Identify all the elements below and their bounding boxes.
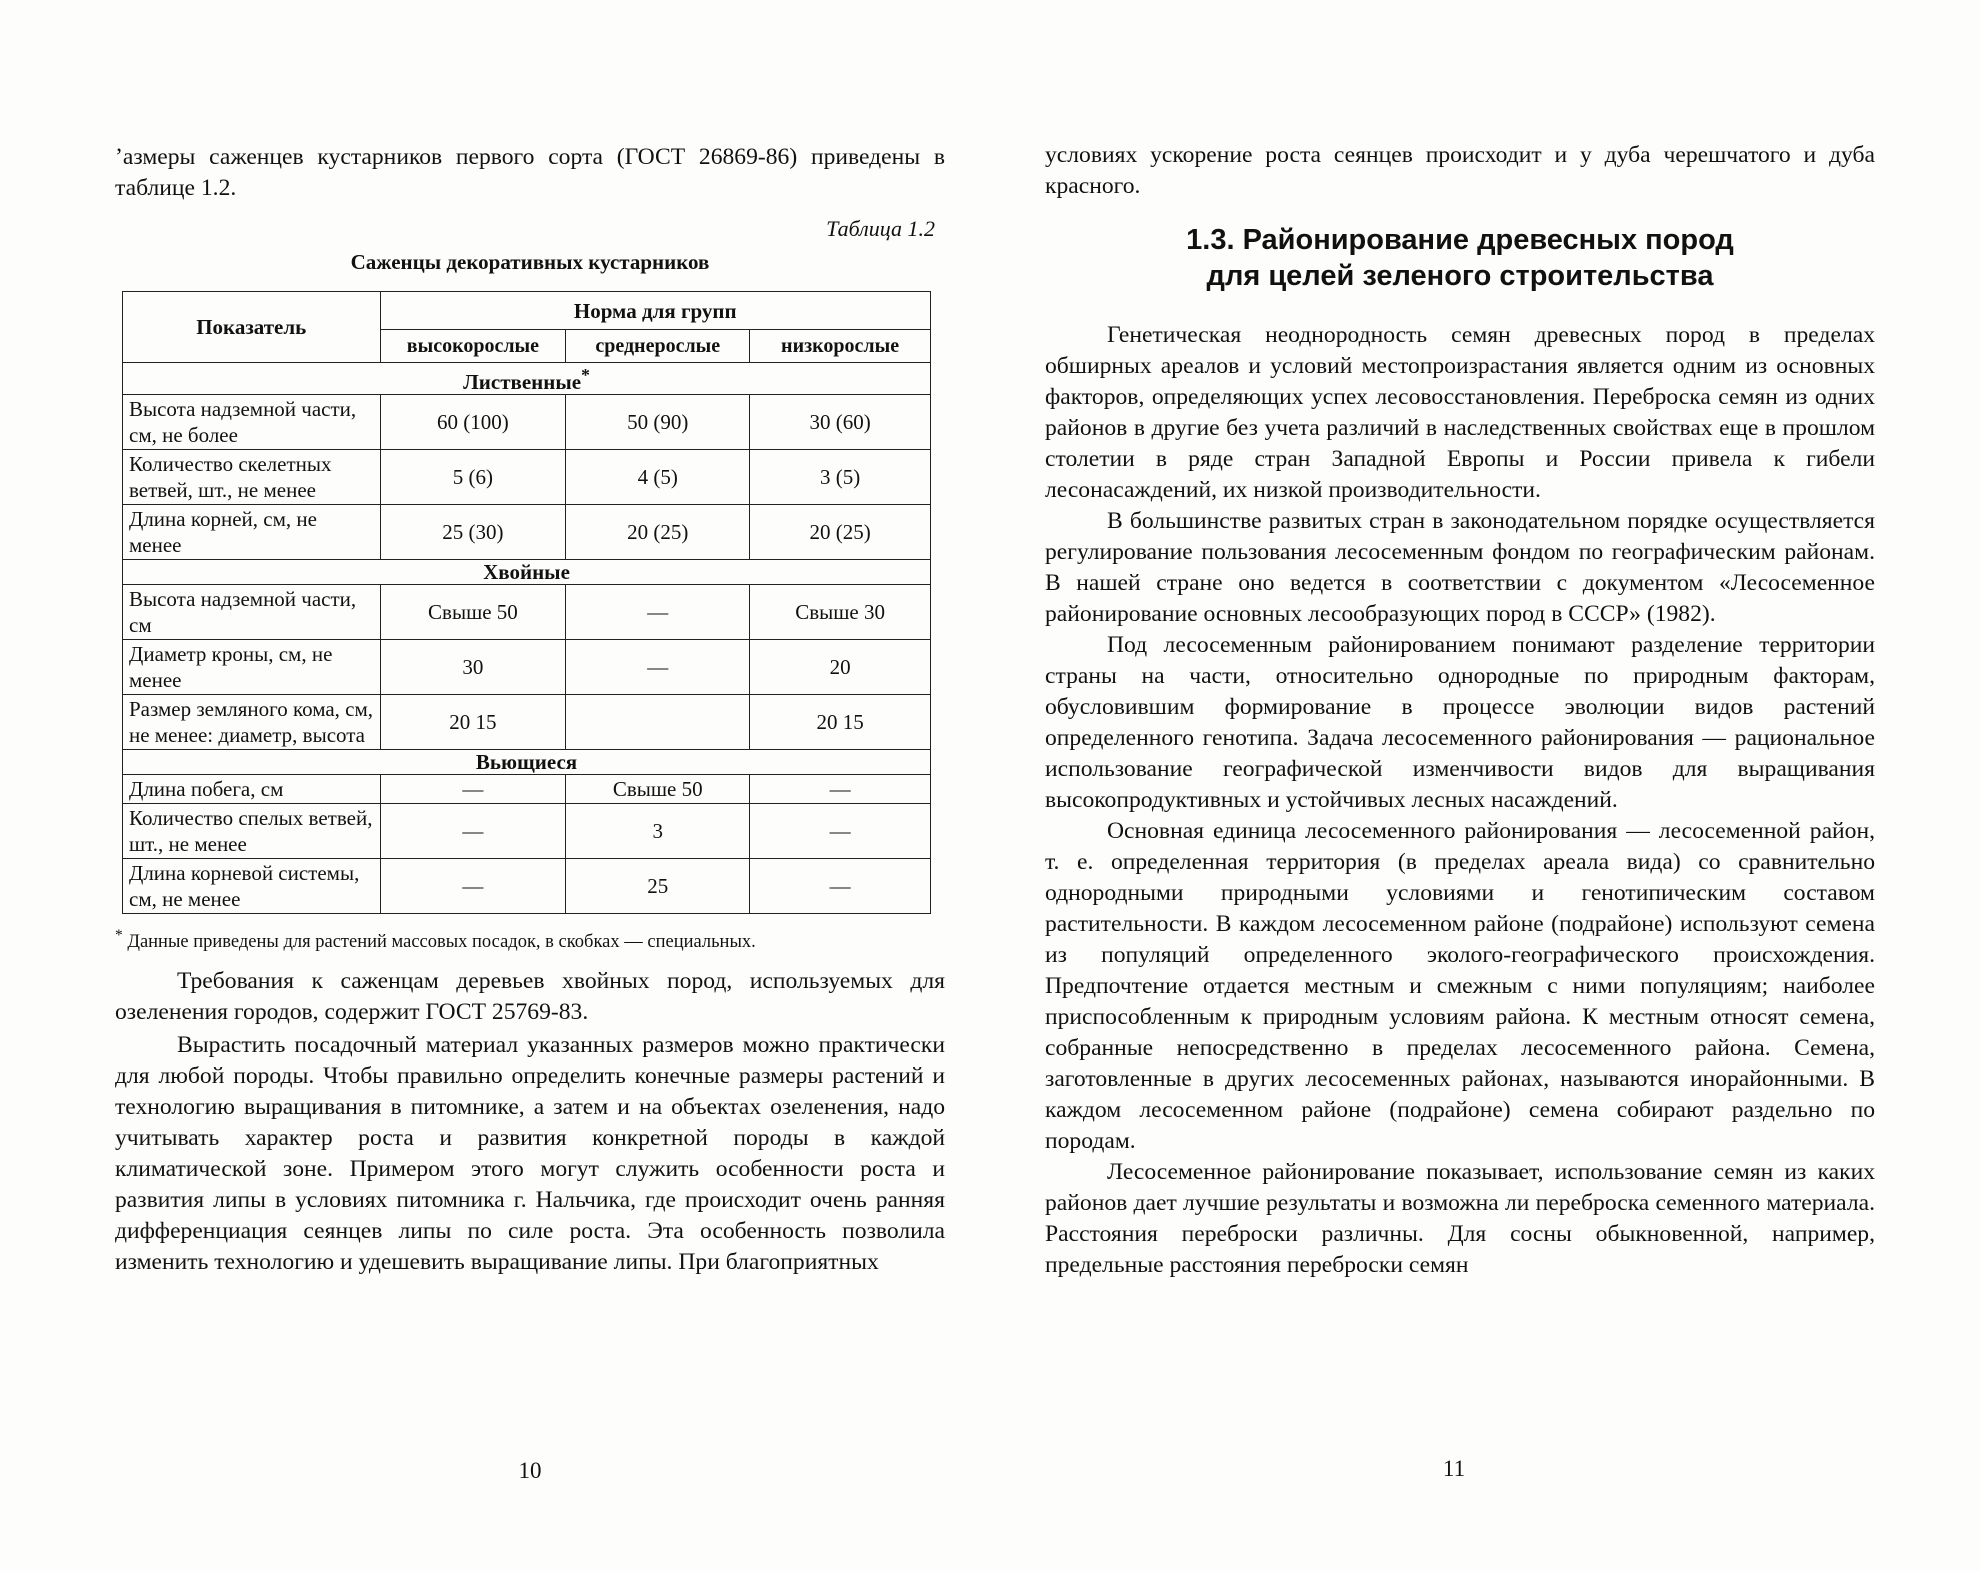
cell-value: — [750,804,931,859]
cell-value: — [750,775,931,804]
cell-value: 50 (90) [566,395,750,450]
cell-value: — [380,859,566,914]
cell-value: 20 (25) [750,505,931,560]
row-label: Диаметр кроны, см, не менее [123,640,381,695]
cell-value: 4 (5) [566,450,750,505]
cell-value: 30 (60) [750,395,931,450]
section-name: Хвойные [123,560,931,585]
cell-value: — [380,804,566,859]
cell-value: Свыше 50 [380,585,566,640]
row-label: Количество спелых ветвей, шт., не менее [123,804,381,859]
table-row [123,775,931,804]
cell-value: 25 (30) [380,505,566,560]
section-row-climbing [123,750,931,775]
body-paragraph: Под лесосеменным районированием понимают разделение территории страны на части, относительно однородные по природным факторам, обусловившим формирование в процессе эволюции видов растений определенного генотипа. Задача лесосеменного районирования — рациональное использование географической изменчивости видов для выращивания высокопродуктивных и устойчивых лесных насаждений. [1045,632,1875,813]
right-page [990,0,1980,1572]
row-label: Размер земляного кома, см, не менее: диаметр, высота [123,695,381,750]
row-label: Высота надземной части, см, не более [123,395,381,450]
body-paragraph: Генетическая неоднородность семян древесных пород в пределах обширных ареалов и условий местопроизрастания является одним из основных факторов, определяющих успех лесовосстановления. Переброска семян из одних районов в другие без учета различий в наследственных свойствах еще в прошлом столетии в ряде стран Западной Европы и России привела к гибели лесонасаждений, их низкой производительности. [1045,322,1875,503]
cell-value: 3 (5) [750,450,931,505]
cell-value: — [566,585,750,640]
cell-value: 20 (25) [566,505,750,560]
table-row [123,695,931,750]
section-name: Вьющиеся [123,750,931,775]
cell-value: Свыше 50 [566,775,750,804]
table-row [123,505,931,560]
cell-value: — [380,775,566,804]
section-heading-line: для целей зеленого строительства [1206,260,1714,292]
cell-value: 25 [566,859,750,914]
table-caption: Таблица 1.2 [826,216,935,241]
row-label: Длина побега, см [123,775,381,804]
header-group-medium: среднерослые [566,330,750,363]
cell-value: 30 [380,640,566,695]
cell-value: 20 [750,640,931,695]
header-group-short: низкорослые [750,330,931,363]
cell-value [566,695,750,750]
row-label: Длина корневой системы, см, не менее [123,859,381,914]
table-row [123,640,931,695]
continuation-paragraph: условиях ускорение роста сеянцев происходит и у дуба черешчатого и дуба красного. [1045,142,1875,199]
header-group-tall: высокорослые [380,330,566,363]
table-row [123,585,931,640]
cell-value: 20 15 [750,695,931,750]
body-paragraph: Вырастить посадочный материал указанных размеров можно практически для любой породы. Чтобы правильно определить конечные размеры растений и технологию выращивания в питомнике, а затем и на объектах озеленения, надо учитывать характер роста и развития конкретной породы в каждой климатической зоне. Примером этого могут служить особенности роста и развития липы в условиях питомника г. Нальчика, где происходит очень ранняя дифференциация сеянцев липы по силе роста. Эта особенность позволила изменить технологию и удешевить выращивание липы. При благоприятных [115,1032,945,1276]
section-heading-line: 1.3. Районирование древесных пород [1186,224,1734,256]
right-column [1045,140,1875,1281]
cell-value: — [566,640,750,695]
footnote-mark: * [581,365,590,385]
cell-value: 60 (100) [380,395,566,450]
cell-value: 3 [566,804,750,859]
table-row [123,859,931,914]
body-paragraph: Требования к саженцам деревьев хвойных пород, используемых для озеленения городов, содержит ГОСТ 25769-83. [115,968,945,1026]
table-row [123,395,931,450]
cell-value: — [750,859,931,914]
body-paragraph: Лесосеменное районирование показывает, использование семян из каких районов дает лучшие результаты и возможна ли переброска семенного материала. Расстояния переброски различны. Для сосны обыкновенной, например, предельные расстояния переброски семян [1045,1159,1875,1278]
body-paragraph: Основная единица лесосеменного районирования — лесосеменной район, т. е. определенная территория (в пределах ареала вида) со сравнительно однородными природными условиями и генотипическим составом растительности. В каждом лесосеменном районе (подрайоне) используют семена из популяций определенного эколого-географического происхождения. Предпочтение отдается местным и смежным с ними популяциям; наиболее приспособленным к природным условиям района. К местным относят семена, собранные непосредственно в пределах лесосеменного района. Семена, заготовленные в других лесосеменных районах, называются инорайонными. В каждом лесосеменном районе (подрайоне) семена собирают раздельно по породам. [1045,818,1875,1154]
section-row-coniferous [123,560,931,585]
table-row [123,804,931,859]
cell-value: 20 15 [380,695,566,750]
table-title: Саженцы декоративных кустарников [350,250,710,274]
cell-value: Свыше 30 [750,585,931,640]
seedlings-table [122,291,931,914]
page-number: 10 [518,1458,542,1483]
body-paragraph: В большинстве развитых стран в законодательном порядке осуществляется регулирование пользования лесосеменным фондом по географическим районам. В нашей стране оно ведется в соответствии с документом «Лесосеменное районирование основных лесообразующих пород в СССР» (1982). [1045,508,1875,627]
intro-paragraph: ’азмеры саженцев кустарников первого сорта (ГОСТ 26869-86) приведены в таблице 1.2. [115,144,945,201]
left-column [115,142,945,1278]
row-label: Количество скелетных ветвей, шт., не менее [123,450,381,505]
header-norm: Норма для групп [380,292,931,330]
page-number: 11 [1442,1456,1466,1481]
cell-value: 5 (6) [380,450,566,505]
header-indicator: Показатель [123,292,381,363]
row-label: Длина корней, см, не менее [123,505,381,560]
section-heading [1045,222,1875,294]
table-footnote [115,924,945,954]
row-label: Высота надземной части, см [123,585,381,640]
section-name: Лиственные [463,370,582,394]
footnote-mark: * [115,927,123,944]
footnote-text: Данные приведены для растений массовых посадок, в скобках — специальных. [127,932,756,953]
table-row [123,450,931,505]
table-header-row [123,292,931,330]
section-row-deciduous [123,363,931,395]
